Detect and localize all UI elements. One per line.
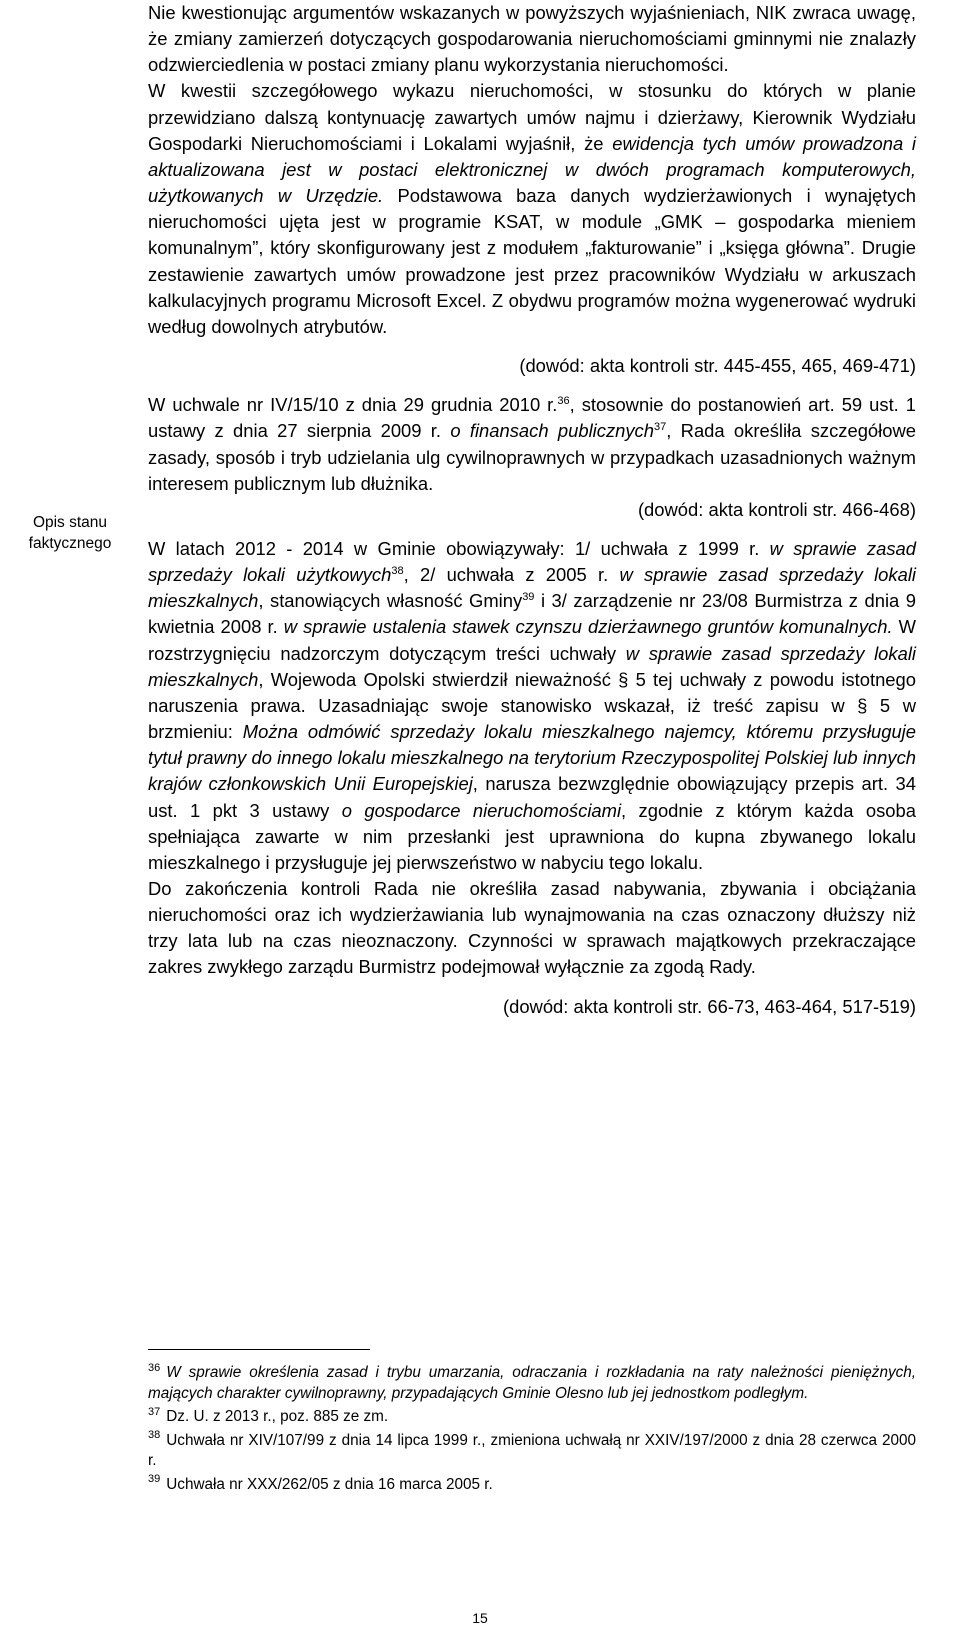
footnote-separator <box>148 1349 370 1350</box>
footnote-number: 37 <box>148 1405 161 1418</box>
paragraph-3 <box>148 392 916 497</box>
resolution-title-uzytkowe: w sprawie zasad sprzedaży lokali użytkowych <box>148 537 917 586</box>
act-title-finanse: o finansach publicznych <box>450 420 654 442</box>
footnote-text: Dz. U. z 2013 r., poz. 885 ze zm. <box>166 1408 389 1425</box>
resolution-title-mieszkalne: w sprawie zasad sprzedaży lokali mieszkalnych <box>148 564 917 612</box>
footnote-36 <box>148 1363 916 1404</box>
footnotes <box>148 1363 916 1498</box>
evidence-reference-2: (dowód: akta kontroli str. 466-468) <box>637 498 916 520</box>
section-label-line1: Opis stanu <box>32 514 108 531</box>
footnote-text: Uchwała nr XXX/262/05 z dnia 16 marca 2005 r. <box>166 1475 493 1493</box>
section-label <box>14 512 126 554</box>
evidence-reference-1: (dowód: akta kontroli str. 445-455, 465, 469-471) <box>519 355 916 377</box>
paragraph-3-text-d: , Rada określiła szczegółowe zasady, sposób i tryb udzielania ulg cywilnoprawnych w przypadkach uzasadnionych ważnym interesem publicznym lub dłużnika. <box>148 420 916 494</box>
footnote-ref-36[interactable]: 36 <box>557 395 570 408</box>
paragraph-2-italic-quote: ewidencja tych umów prowadzona i aktualizowana jest w postaci elektronicznej w dwóch programach komputerowych, użytkowanych w Urzędzie. <box>148 132 916 207</box>
footnote-38 <box>148 1431 916 1472</box>
footnote-ref-39[interactable]: 39 <box>522 591 535 604</box>
footnote-39 <box>148 1475 916 1496</box>
quoted-provision: Można odmówić sprzedaży lokalu mieszkalnego najemcy, któremu przysługuje tytuł prawny do innego lokalu mieszkalnego na terytorium Rzeczypospolitej Polskiej lub innych krajów członkowskich Unii Europejskiej <box>148 721 916 795</box>
paragraph-4-text-l: , narusza bezwzględnie obowiązujący przepis art. 34 ust. 1 pkt 3 ustawy <box>148 773 916 821</box>
page-number: 15 <box>472 1610 488 1626</box>
paragraph-2-text-a: W kwestii szczegółowego wykazu nieruchomości, w stosunku do których w planie przewidziano dalszą kontynuację zawartych umów najmu i dzierżawy, Kierownik Wydziału Gospodarki Nieruchomościami i Lokalami wyjaśnił, że <box>148 80 916 154</box>
footnote-ref-38[interactable]: 38 <box>391 565 404 577</box>
evidence-reference-3: (dowód: akta kontroli str. 66-73, 463-464, 517-519) <box>502 995 916 1017</box>
footnote-number: 38 <box>148 1429 161 1442</box>
footnote-text: W sprawie określenia zasad i trybu umarzania, odraczania i rozkładania na raty należności pieniężnych, mających charakter cywilnoprawny, przypadających Gminie Olesno lub jej jednostkom podległym. <box>148 1364 916 1402</box>
paragraph-4-text-j: , Wojewoda Opolski stwierdził nieważność § 5 tej uchwały z powodu istotnego naruszenia prawa. Uzasadniając swoje stanowisko wskazał, iż treść zapisu w § 5 w brzmieniu: <box>148 668 916 743</box>
paragraph-3-text-a: W uchwale nr IV/15/10 z dnia 29 grudnia 2010 r. <box>148 394 558 416</box>
paragraph-4-text-h: W rozstrzygnięciu nadzorczym dotyczącym treści uchwały <box>148 616 917 664</box>
paragraph-1: Nie kwestionując argumentów wskazanych w powyższych wyjaśnieniach, NIK zwraca uwagę, że zmiany zamierzeń dotyczących gospodarowania nieruchomościami gminnymi nie znalazły odzwierciedlenia w postaci zmiany planu wykorzystania nieruchomości. <box>148 2 916 76</box>
footnote-text: Uchwała nr XIV/107/99 z dnia 14 lipca 1999 r., zmieniona uchwałą nr XXIV/197/2000 z dnia 28 czerwca 2000 r. <box>148 1431 916 1469</box>
paragraph-4-text-c: , 2/ uchwała z 2005 r. <box>403 564 620 586</box>
act-title-nieruchomosci: o gospodarce nieruchomościami <box>341 799 622 821</box>
paragraph-4-text-e: , stanowiących własność Gminy <box>258 590 523 612</box>
paragraph-4-text-f: i 3/ zarządzenie nr 23/08 Burmistrza z dnia 9 kwietnia 2008 r. <box>148 590 916 638</box>
ordinance-title-czynsz: w sprawie ustalenia stawek czynszu dzierżawnego gruntów komunalnych. <box>283 616 893 638</box>
footnote-number: 36 <box>148 1361 161 1374</box>
paragraph-3-text-b: , stosownie do postanowień art. 59 ust. 1 ustawy z dnia 27 sierpnia 2009 r. <box>148 394 916 442</box>
section-label-line2: faktycznego <box>28 535 112 552</box>
paragraph-4 <box>148 536 916 876</box>
resolution-title-mieszkalne-2: w sprawie zasad sprzedaży lokali mieszkalnych <box>148 642 916 690</box>
paragraph-4-text-a: W latach 2012 - 2014 w Gminie obowiązywały: 1/ uchwała z 1999 r. <box>148 537 770 559</box>
paragraph-5: Do zakończenia kontroli Rada nie określiła zasad nabywania, zbywania i obciążania nieruchomości oraz ich wydzierżawiania lub wynajmowania na czas oznaczony dłuższy niż trzy lata lub na czas nieoznaczony. Czynności w sprawach majątkowych przekraczające zakres zwykłego zarządu Burmistrz podejmował wyłącznie za zgodą Rady. <box>148 878 916 978</box>
paragraph-2 <box>148 78 916 340</box>
footnote-number: 39 <box>148 1473 161 1486</box>
paragraph-2-text-c: Podstawowa baza danych wydzierżawionych i wynajętych nieruchomości ujęta jest w programie KSAT, w module „GMK – gospodarka mieniem komunalnym”, który skonfigurowany jest z modułem „fakturowanie” i „księga główna”. Drugie zestawienie zawartych umów prowadzone jest przez pracowników Wydziału w arkuszach kalkulacyjnych programu Microsoft Excel. Z obydwu programów można wygenerować wydruki według dowolnych atrybutów. <box>148 185 916 337</box>
footnote-37 <box>148 1407 916 1428</box>
footnote-ref-37[interactable]: 37 <box>654 421 667 434</box>
main-text <box>148 0 916 1020</box>
paragraph-4-text-n: , zgodnie z którym każda osoba spełniająca zawarte w nim przesłanki jest uprawniona do kupna zbywanego lokalu mieszkalnego i przysługuje jej pierwszeństwo w nabyciu tego lokalu. <box>148 799 916 873</box>
